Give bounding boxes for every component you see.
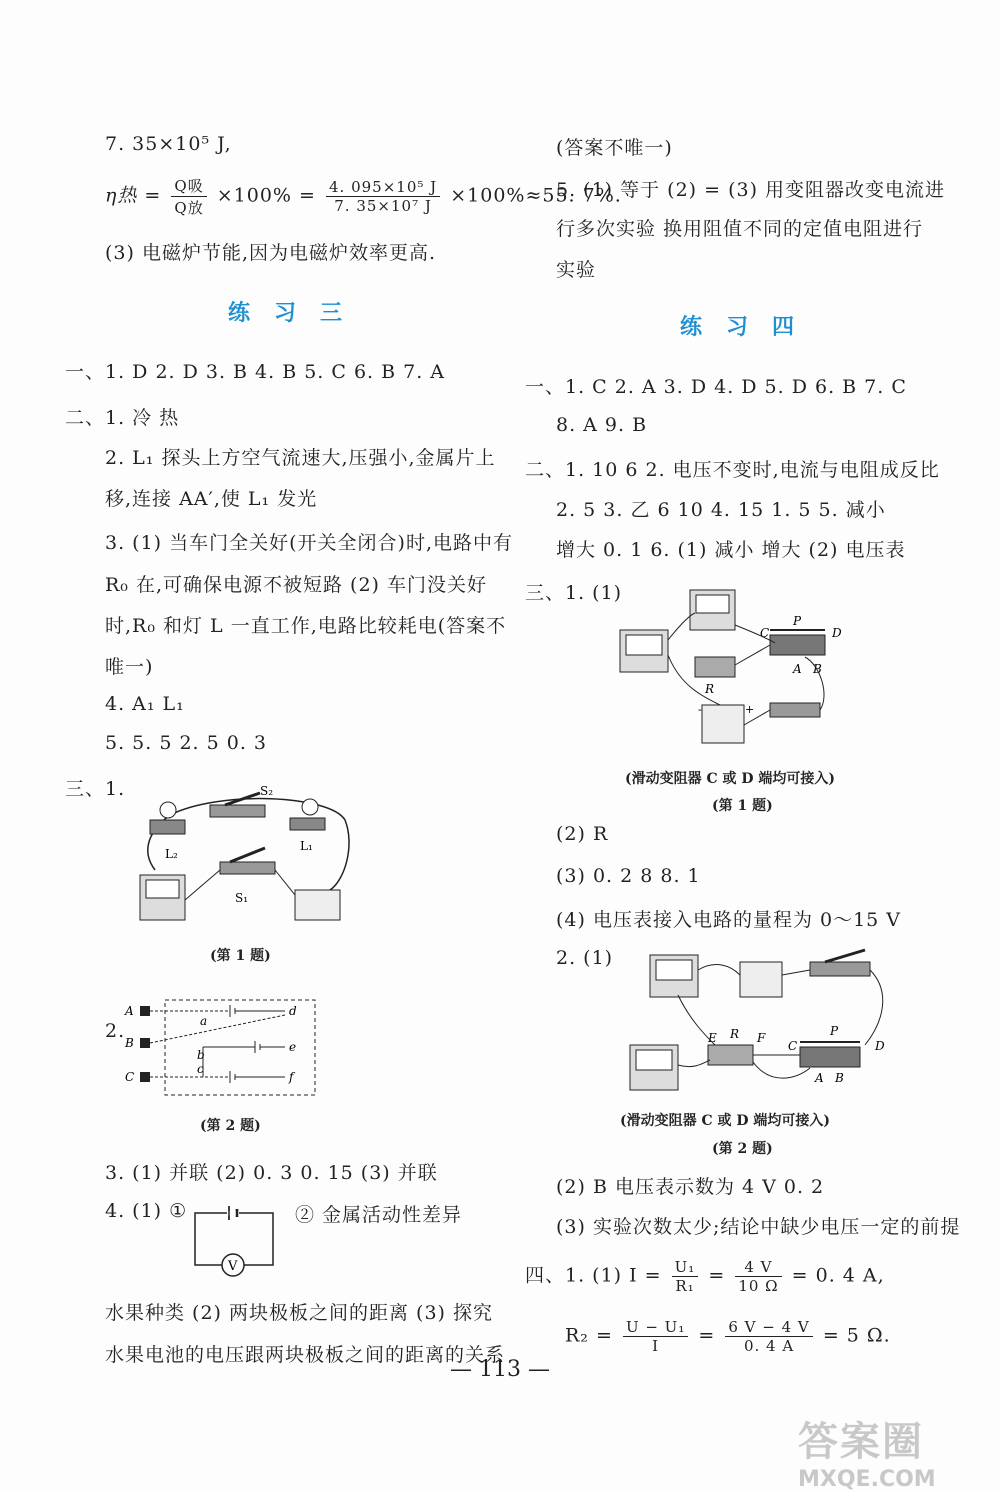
answer-line: 三、1. (1) <box>525 582 623 604</box>
figure-note: (滑动变阻器 C 或 D 端均可接入) <box>625 771 836 787</box>
answer-line: 实验 <box>556 259 597 281</box>
answer-line: 4. A₁ L₁ <box>105 693 185 715</box>
svg-text:E: E <box>708 1031 717 1045</box>
svg-text:C: C <box>125 1070 135 1084</box>
fraction: $\frac{\text{U₁}}{\text{R₁}}$ <box>672 1258 699 1295</box>
figure-caption: (第 2 题) <box>200 1118 261 1134</box>
text-line: (3) 电磁炉节能,因为电磁炉效率更高. <box>105 242 437 264</box>
answer-line: (2) B 电压表示数为 4 V 0. 2 <box>556 1176 825 1198</box>
answer-line: (4) 电压表接入电路的量程为 0～15 V <box>556 909 902 931</box>
svg-text:f: f <box>289 1070 294 1084</box>
svg-text:P: P <box>830 1024 839 1038</box>
answer-line: 3. (1) 当车门全关好(开关全闭合)时,电路中有 <box>105 532 513 554</box>
answer-line: 增大 0. 1 6. (1) 减小 增大 (2) 电压表 <box>556 539 906 561</box>
answer-line: 2. (1) <box>556 947 614 969</box>
text-line: 7. 35×10⁵ J, <box>105 133 232 155</box>
answer-line: 三、1. <box>65 778 126 800</box>
svg-text:A: A <box>125 1004 134 1018</box>
answer-line: 唯一) <box>105 656 154 678</box>
efficiency-formula: η热 = $\frac{\text{Q吸}}{\text{Q放}}$ ×100% = $\frac{\text{4. 095×10⁵ J}}{\text{7. 35×10⁷ J}}$ ×100%≈55. 7%. <box>105 177 622 217</box>
answer-line: 3. (1) 并联 (2) 0. 3 0. 15 (3) 并联 <box>105 1162 438 1184</box>
answer-line: 4. (1) ① <box>105 1200 188 1222</box>
label-l2: L₂ <box>165 847 178 861</box>
svg-text:+: + <box>745 703 755 716</box>
fraction: $\frac{\text{Q吸}}{\text{Q放}}$ <box>171 175 206 218</box>
formula-line: 四、1. (1) I = $\frac{\text{U₁}}{\text{R₁}}$ = $\frac{4 V}{10 \Omega}$ = 0. 4 A, <box>525 1258 885 1295</box>
svg-text:B: B <box>813 662 822 676</box>
svg-text:A: A <box>815 1071 824 1085</box>
answer-line: (3) 0. 2 8 8. 1 <box>556 865 701 887</box>
svg-text:A: A <box>793 662 802 676</box>
svg-text:C: C <box>760 626 770 640</box>
svg-text:a: a <box>200 1014 208 1028</box>
answer-line: 2. 5 3. 乙 6 10 4. 15 1. 5 5. 减小 <box>556 499 886 521</box>
figure-caption: (第 1 题) <box>712 798 773 814</box>
svg-text:b: b <box>197 1048 205 1062</box>
formula-line: R₂ = $\frac{\text{U − U₁}}{I}$ = $\frac{6 V - 4 V}{0. 4 A}$ = 5 Ω. <box>565 1318 891 1355</box>
svg-text:B: B <box>835 1071 844 1085</box>
answer-line: ② 金属活动性差异 <box>295 1204 463 1226</box>
label-l1: L₁ <box>300 839 313 853</box>
answer-line: 水果电池的电压跟两块极板之间的距离的关系 <box>105 1344 506 1366</box>
circuit-figure-voltmeter <box>193 1203 278 1273</box>
page-number: — 113 — <box>450 1357 550 1382</box>
answer-line: (3) 实验次数太少;结论中缺少电压一定的前提 <box>556 1216 961 1238</box>
circuit-figure-2 <box>125 995 325 1105</box>
circuit-figure-4 <box>620 950 890 1115</box>
svg-text:c: c <box>197 1062 204 1076</box>
answer-line: 一、1. C 2. A 3. D 4. D 5. D 6. B 7. C <box>525 376 907 398</box>
answer-line: 8. A 9. B <box>556 414 648 436</box>
svg-text:B: B <box>125 1036 134 1050</box>
svg-text:e: e <box>289 1040 297 1054</box>
answer-line: 2. L₁ 探头上方空气流速大,压强小,金属片上 <box>105 447 496 469</box>
answer-line: 二、1. 冷 热 <box>65 407 180 429</box>
svg-text:D: D <box>875 1039 885 1053</box>
circuit-figure-1 <box>130 784 360 930</box>
svg-text:-: - <box>698 703 702 716</box>
answer-line: 水果种类 (2) 两块极板之间的距离 (3) 探究 <box>105 1302 493 1324</box>
answer-line: 5. (1) 等于 (2) = (3) 用变阻器改变电流进 <box>556 179 946 201</box>
section-title: 练习四 <box>680 314 819 340</box>
answer-line: 行多次实验 换用阻值不同的定值电阻进行 <box>556 218 924 240</box>
svg-text:F: F <box>757 1031 766 1045</box>
watermark-logo: 答案圈 MXQE.COM <box>798 1418 936 1492</box>
answer-line: 二、1. 10 6 2. 电压不变时,电流与电阻成反比 <box>525 459 940 481</box>
answer-line: 时,R₀ 和灯 L 一直工作,电路比较耗电(答案不 <box>105 615 507 637</box>
answer-line: 5. 5. 5 2. 5 0. 3 <box>105 732 268 754</box>
answer-line: 2. <box>105 1020 126 1042</box>
section-title: 练习三 <box>228 300 367 326</box>
answer-line: 移,连接 AA′,使 L₁ 发光 <box>105 488 318 510</box>
svg-text:D: D <box>832 626 842 640</box>
label-s1: S₁ <box>235 891 249 905</box>
answer-line: R₀ 在,可确保电源不被短路 (2) 车门没关好 <box>105 574 487 596</box>
figure-caption: (第 2 题) <box>712 1141 773 1157</box>
answer-line: (2) R <box>556 823 609 845</box>
circuit-figure-3 <box>610 585 870 750</box>
figure-caption: (第 1 题) <box>210 948 271 964</box>
voltmeter-label: V <box>228 1259 238 1274</box>
svg-text:d: d <box>289 1004 297 1018</box>
answer-line: 一、1. D 2. D 3. B 4. B 5. C 6. B 7. A <box>65 361 446 383</box>
eta-label: η热 <box>105 184 138 207</box>
label-s2: S₂ <box>260 784 274 798</box>
svg-text:C: C <box>788 1039 798 1053</box>
svg-text:R: R <box>705 682 715 696</box>
fraction: $\frac{\text{U − U₁}}{I}$ <box>623 1318 688 1355</box>
answer-line: (答案不唯一) <box>556 137 673 159</box>
fraction: $\frac{6 V - 4 V}{0. 4 A}$ <box>725 1318 812 1355</box>
svg-text:P: P <box>793 614 802 628</box>
svg-text:R: R <box>730 1027 740 1041</box>
fraction: $\frac{4 V}{10 \Omega}$ <box>735 1258 781 1295</box>
fraction: $\frac{\text{4. 095×10⁵ J}}{\text{7. 35×10⁷ J}}$ <box>326 178 440 215</box>
figure-note: (滑动变阻器 C 或 D 端均可接入) <box>620 1113 831 1129</box>
